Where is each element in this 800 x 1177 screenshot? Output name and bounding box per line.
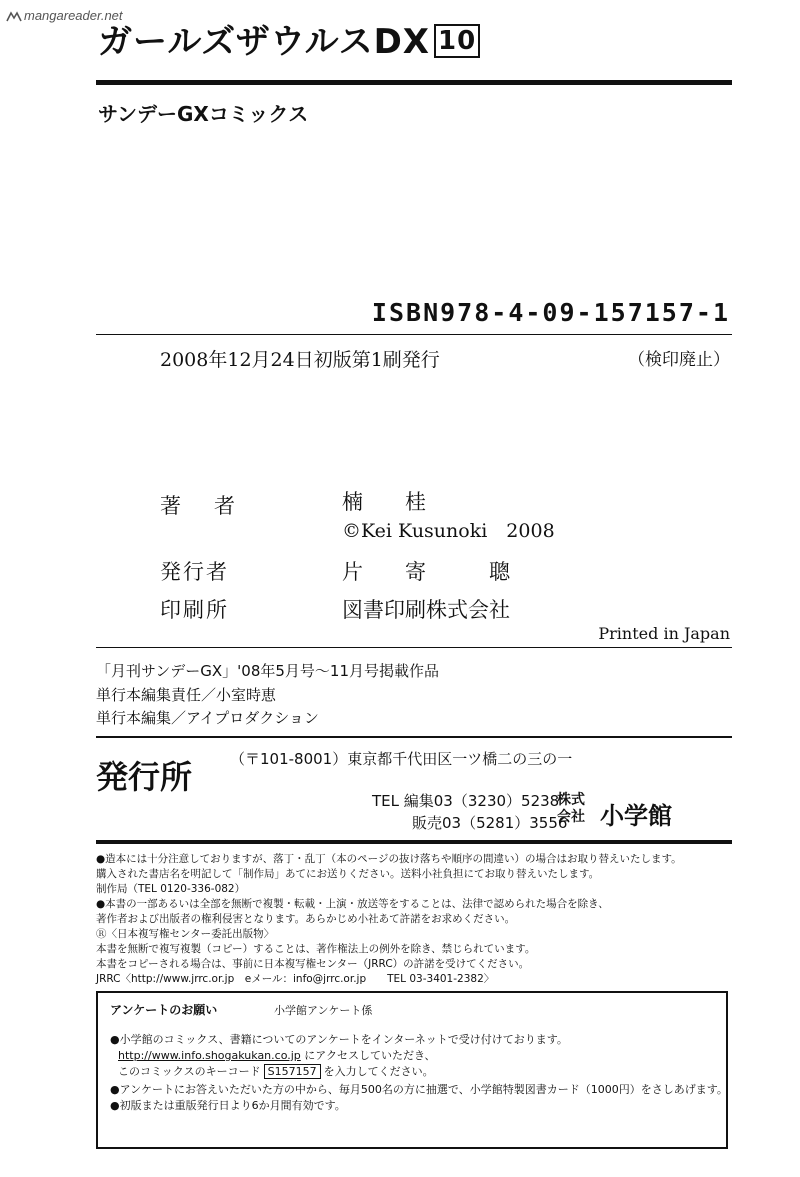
survey-line: ●初版または重版発行日より6か月間有効です。 <box>110 1099 346 1112</box>
credits-rule <box>96 647 732 648</box>
copyright: ©Kei Kusunoki 2008 <box>342 520 555 542</box>
survey-key-prefix: このコミックスのキーコード <box>118 1065 261 1078</box>
tel-sales: 販売03（5281）3556 <box>412 814 568 832</box>
seal-note: （検印廃止） <box>628 350 730 370</box>
publisher-person: 片 寄 聰 <box>342 560 510 584</box>
notice-line: JRRC〈http://www.jrrc.or.jp eメール：info@jrrc.or.jp TEL 03-3401-2382〉 <box>96 973 495 985</box>
survey-line: ●アンケートにお答えいただいた方の中から、毎月500名の方に抽選で、小学館特製図書カード（1000円）をさしあげます。 <box>110 1083 728 1096</box>
book-title <box>98 14 480 63</box>
printer-label: 印刷所 <box>160 598 229 622</box>
publisher-person-label: 発行者 <box>160 560 229 584</box>
serialization: 「月刊サンデーGX」'08年5月号～11月号掲載作品 <box>96 662 439 680</box>
author-label: 著 者 <box>160 494 241 518</box>
survey-key-line <box>118 1063 434 1079</box>
survey-dept: 小学館アンケート係 <box>274 1004 373 1017</box>
author-name: 楠 桂 <box>342 490 426 514</box>
title-rule <box>96 80 732 85</box>
printer: 図書印刷株式会社 <box>342 598 510 622</box>
survey-box <box>96 991 728 1149</box>
notice-line: ●造本には十分注意しておりますが、落丁・乱丁（本のページの抜け落ちや順序の間違い）の場合はお取り替えいたします。 <box>96 853 682 865</box>
survey-heading: アンケートのお願い <box>110 1003 218 1017</box>
notice-line: 制作局（TEL 0120-336-082） <box>96 883 246 895</box>
notice-line: 著作者および出版者の権利侵害となります。あらかじめ小社あて許諾をお求めください。 <box>96 913 516 925</box>
kabushiki-kaisha: 株式会社 <box>557 792 585 825</box>
notice-line: 購入された書店名を明記して「制作局」あてにお送りください。送料小社負担にてお取り替えいたします。 <box>96 868 600 880</box>
editing: 単行本編集／アイプロダクション <box>96 709 319 727</box>
survey-key-suffix: を入力してください。 <box>323 1065 434 1078</box>
notice-line: 本書をコピーされる場合は、事前に日本複写権センター（JRRC）の許諾を受けてください。 <box>96 958 530 970</box>
printed-in: Printed in Japan <box>598 624 730 643</box>
publisher-rule <box>96 736 732 738</box>
tel-edit: TEL 編集03（3230）5238 <box>372 792 560 810</box>
isbn-rule <box>96 334 732 335</box>
survey-key-code: S157157 <box>264 1064 321 1079</box>
survey-line: ●小学館のコミックス、書籍についてのアンケートをインターネットで受け付けております。 <box>110 1033 568 1046</box>
watermark-logo-icon <box>6 11 22 23</box>
isbn: ISBN978-4-09-157157-1 <box>371 298 730 327</box>
survey-url-line <box>118 1047 436 1063</box>
notice-line: ●本書の一部あるいは全部を無断で複製・転載・上演・放送等をすることは、法律で認められた場合を除き、 <box>96 898 609 910</box>
notice-line: 本書を無断で複写複製（コピー）することは、著作権法上の例外を除き、禁じられています。 <box>96 943 536 955</box>
publish-date: 2008年12月24日初版第1刷発行 <box>160 349 440 371</box>
publisher-label: 発行所 <box>96 758 193 796</box>
notices-rule <box>96 840 732 844</box>
watermark-text: mangareader.net <box>24 8 123 23</box>
survey-url-link[interactable]: http://www.info.shogakukan.co.jp <box>118 1049 301 1062</box>
publisher-name: 小学館 <box>600 802 672 830</box>
editor: 単行本編集責任／小室時恵 <box>96 686 277 704</box>
title-text: ガールズザウルスDX <box>98 22 431 62</box>
volume-number: 10 <box>434 24 480 58</box>
address: （〒101-8001）東京都千代田区一ツ橋二の三の一 <box>230 750 573 768</box>
imprint: サンデーGXコミックス <box>98 102 309 126</box>
notice-line: Ⓡ〈日本複写権センター委託出版物〉 <box>96 928 275 940</box>
survey-url-suffix: にアクセスしていただき、 <box>304 1049 436 1062</box>
